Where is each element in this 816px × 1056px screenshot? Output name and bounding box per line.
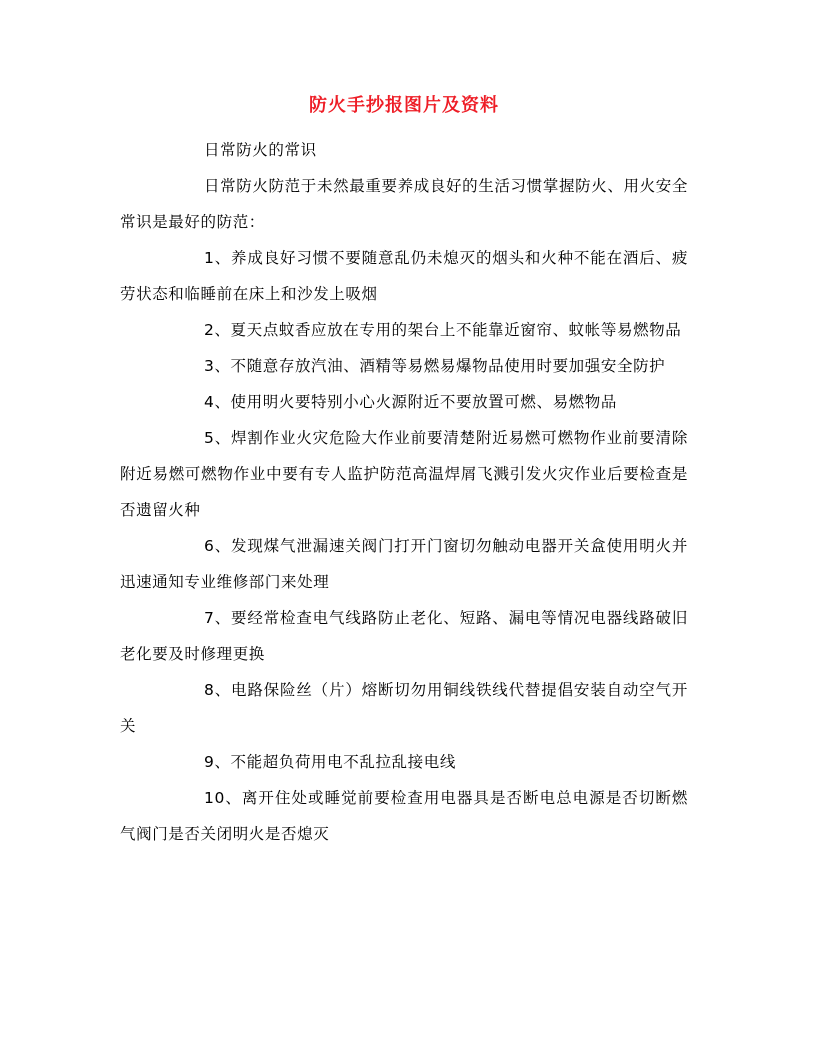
section-heading: 日常防火的常识 [204,141,317,159]
document-title: 防火手抄报图片及资料 [309,95,499,116]
tip-item-3: 3、不随意存放汽油、酒精等易燃易爆物品使用时要加强安全防护 [204,357,666,375]
tip-item-7: 7、要经常检查电气线路防止老化、短路、漏电等情况电器线路破旧老化要及时修理更换 [120,609,688,663]
tip-item-5: 5、焊割作业火灾危险大作业前要清楚附近易燃可燃物作业前要清除附近易燃可燃物作业中要有专人监护防范高温焊屑飞溅引发火灾作业后要检查是否遗留火种 [120,429,688,519]
tip-item-10: 10、离开住处或睡觉前要检查用电器具是否断电总电源是否切断燃气阀门是否关闭明火是否熄灭 [120,789,688,843]
tip-item-9: 9、不能超负荷用电不乱拉乱接电线 [204,753,456,771]
tip-item-6: 6、发现煤气泄漏速关阀门打开门窗切勿触动电器开关盒使用明火并迅速通知专业维修部门来处理 [120,537,688,591]
tip-item-4: 4、使用明火要特别小心火源附近不要放置可燃、易燃物品 [204,393,617,411]
tip-item-8: 8、电路保险丝（片）熔断切勿用铜线铁线代替提倡安装自动空气开关 [120,681,688,735]
tip-item-2: 2、夏天点蚊香应放在专用的架台上不能靠近窗帘、蚊帐等易燃物品 [204,321,682,339]
tip-item-1: 1、养成良好习惯不要随意乱仍未熄灭的烟头和火种不能在酒后、疲劳状态和临睡前在床上和沙发上吸烟 [120,249,688,303]
document-page [120,94,688,852]
intro-paragraph: 日常防火防范于未然最重要养成良好的生活习惯掌握防火、用火安全常识是最好的防范： [120,177,688,231]
